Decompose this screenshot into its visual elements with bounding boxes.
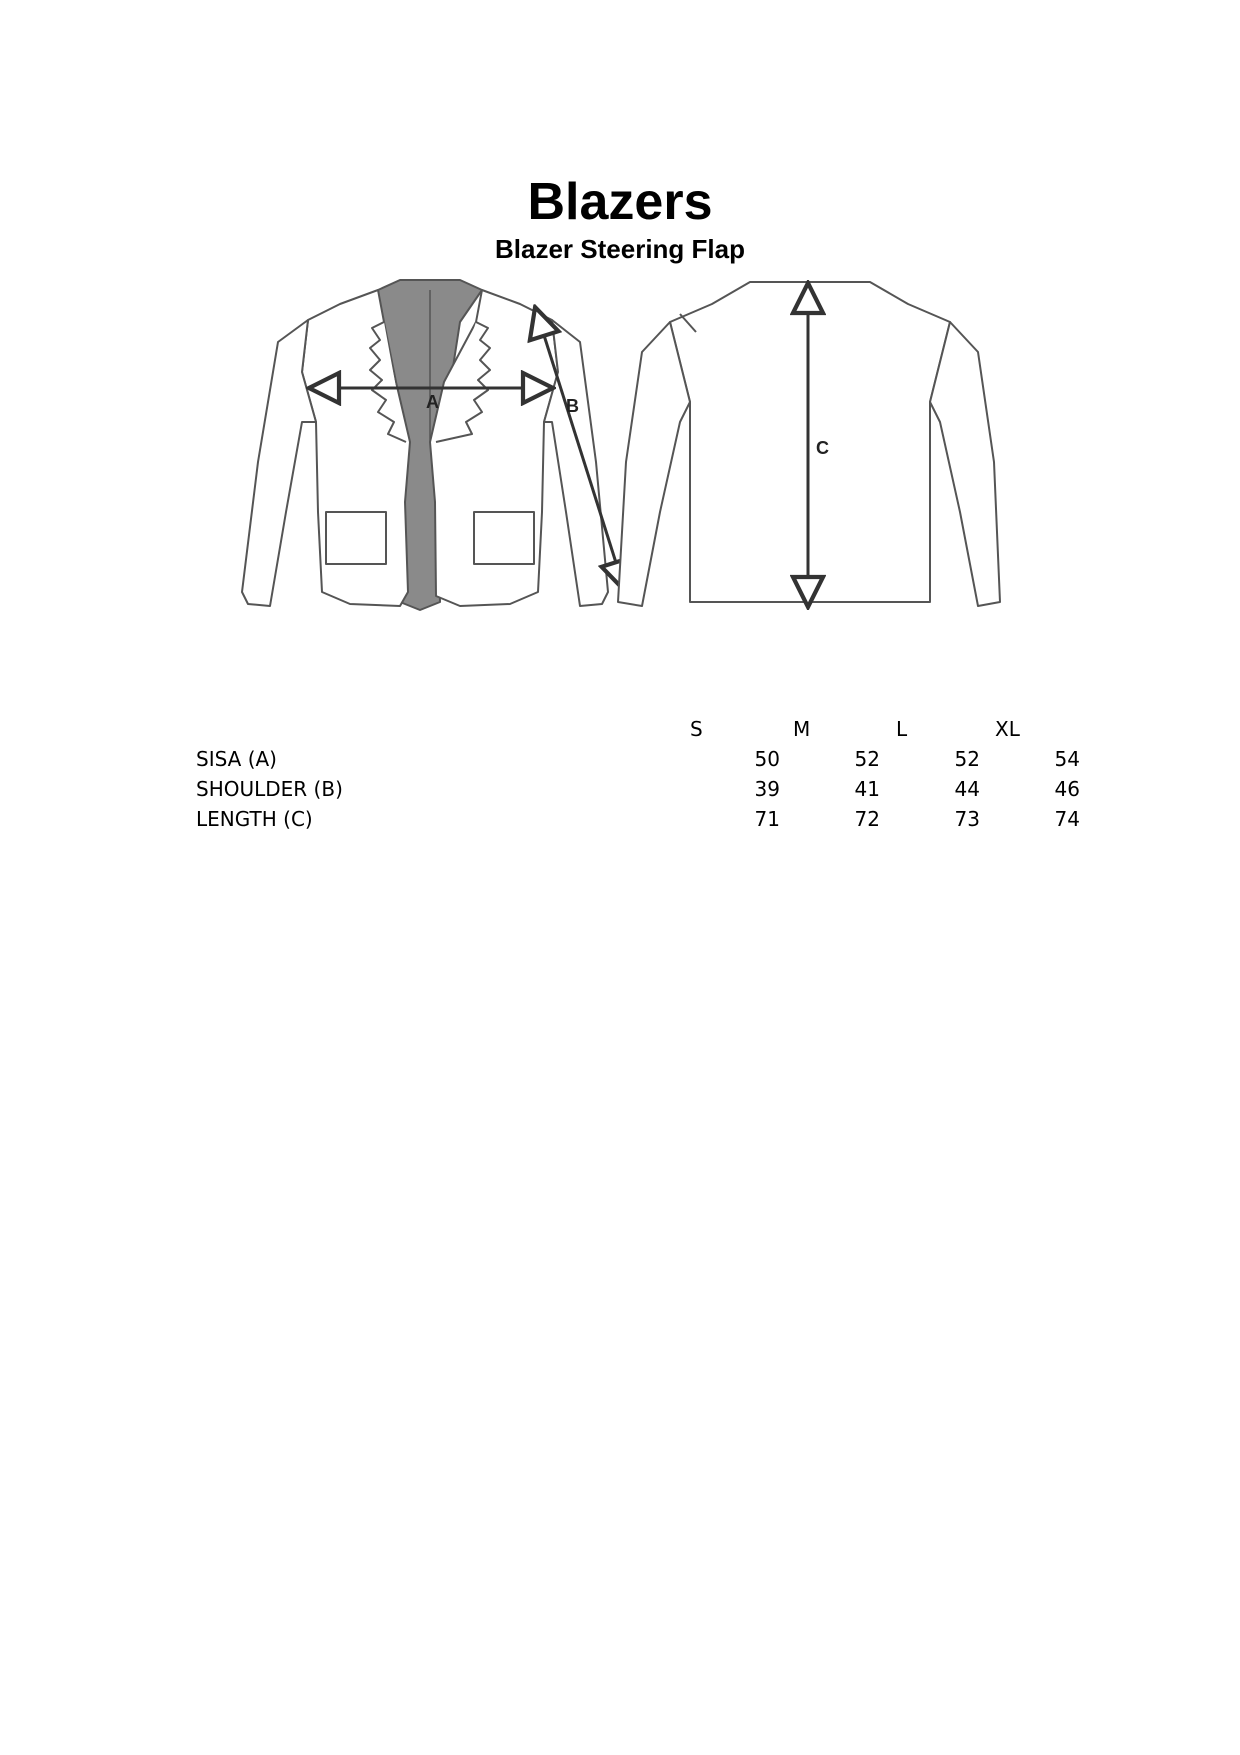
value-xl: 54 (1054, 747, 1080, 771)
size-row-shoulder (196, 774, 1096, 804)
value-xl: 46 (1054, 777, 1080, 801)
blazer-back-body (670, 282, 950, 602)
blazer-pocket-left (326, 512, 386, 564)
value-s: 39 (754, 777, 780, 801)
value-m: 72 (854, 807, 880, 831)
blazer-pocket-right (474, 512, 534, 564)
size-row-sisa (196, 744, 1096, 774)
size-row-length (196, 804, 1096, 834)
page-title: Blazers (527, 173, 713, 231)
size-header-m: M (793, 717, 811, 741)
size-table (196, 714, 1096, 834)
label-c: C (816, 438, 829, 458)
size-header-s: S (690, 717, 703, 741)
value-s: 71 (754, 807, 780, 831)
row-label: SHOULDER (B) (196, 777, 343, 801)
value-l: 52 (954, 747, 980, 771)
row-label: LENGTH (C) (196, 807, 313, 831)
label-a: A (426, 392, 439, 412)
blazer-back-right-sleeve (930, 322, 1000, 606)
row-label: SISA (A) (196, 747, 277, 771)
blazer-back-left-sleeve (618, 322, 690, 606)
label-b: B (566, 396, 579, 416)
size-header-xl: XL (995, 717, 1020, 741)
value-xl: 74 (1054, 807, 1080, 831)
value-m: 41 (854, 777, 880, 801)
page-subtitle: Blazer Steering Flap (495, 234, 745, 264)
value-m: 52 (854, 747, 880, 771)
blazer-diagram (230, 262, 1020, 622)
value-l: 73 (954, 807, 980, 831)
size-header-row (196, 714, 1096, 744)
blazer-diagram-svg (230, 262, 1020, 622)
size-header-l: L (896, 717, 908, 741)
value-l: 44 (954, 777, 980, 801)
value-s: 50 (754, 747, 780, 771)
blazer-front-view (242, 280, 608, 610)
